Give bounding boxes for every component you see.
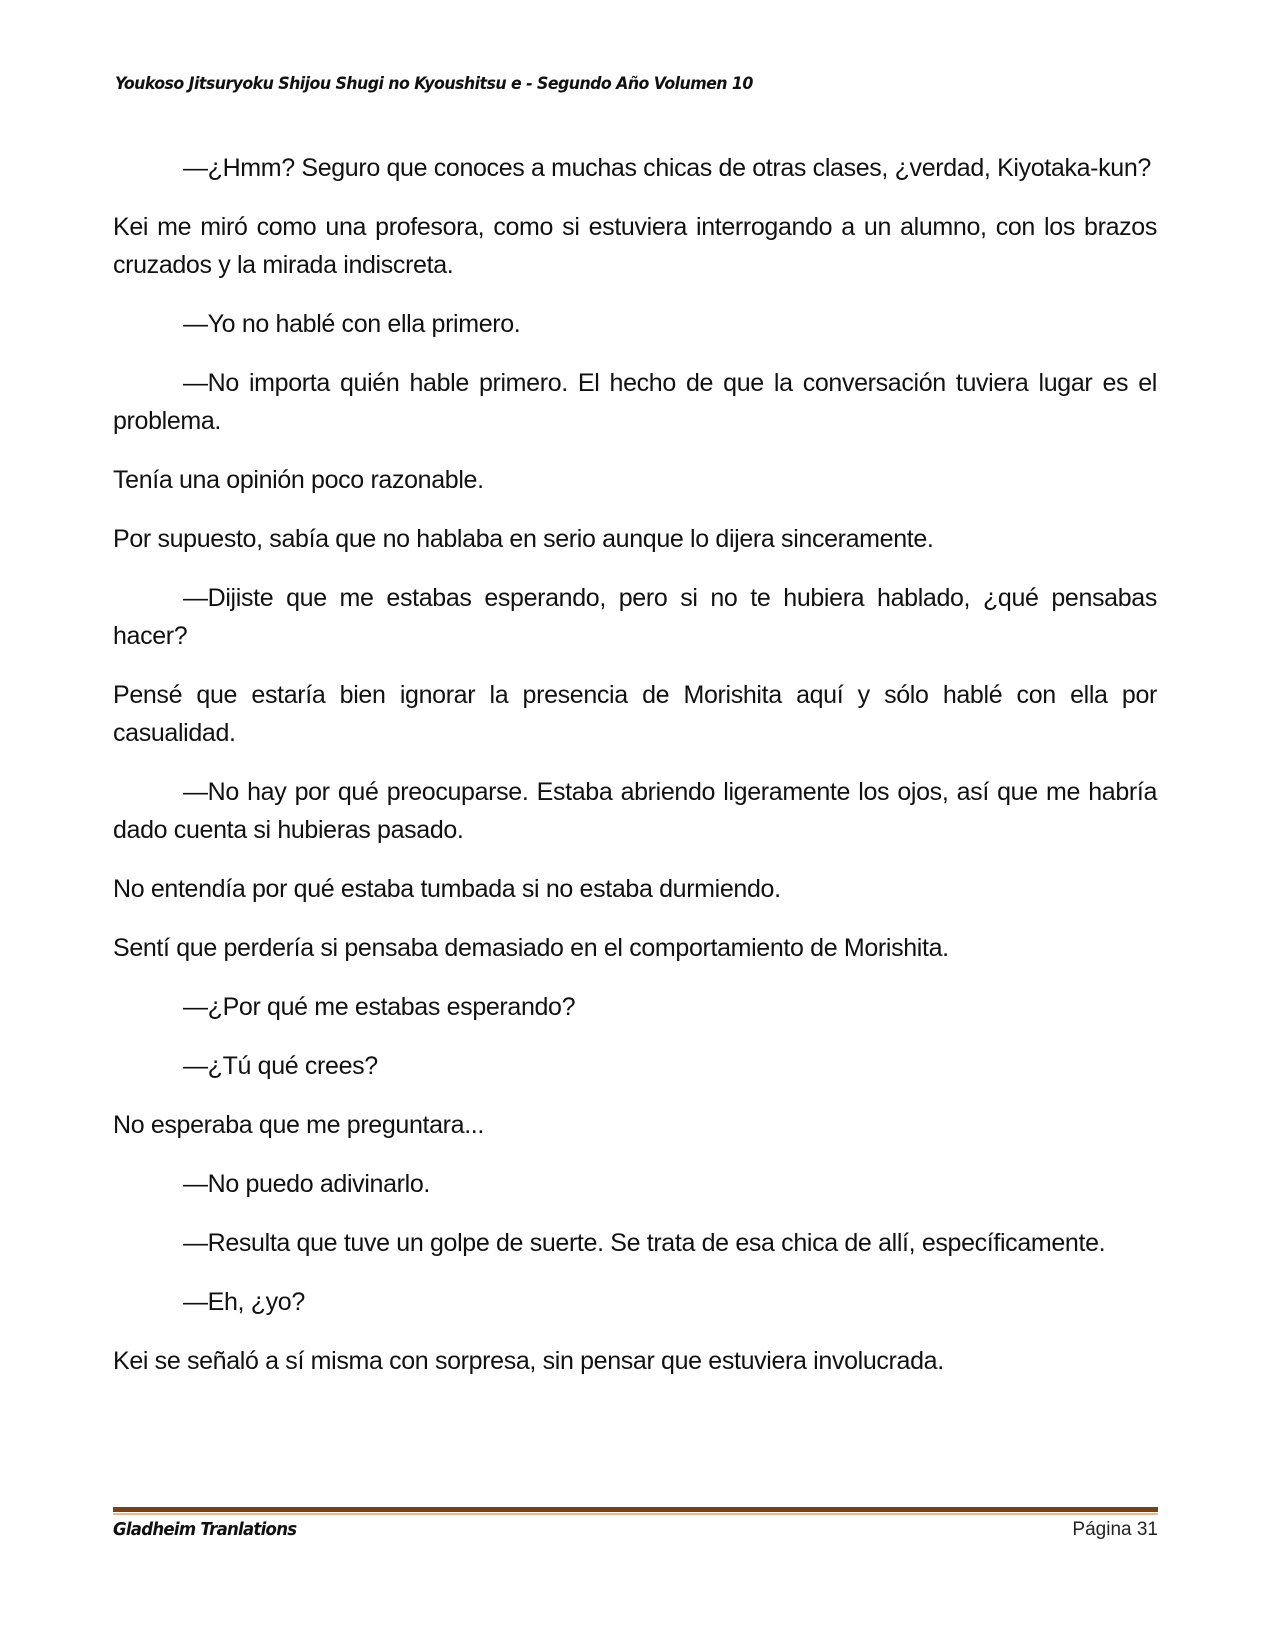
- footer-rule-thin: [113, 1513, 1158, 1515]
- dialog-paragraph: —¿Por qué me estabas esperando?: [183, 993, 576, 1021]
- running-header: Youkoso Jitsuryoku Shijou Shugi no Kyoushitsu e - Segundo Año Volumen 10: [115, 74, 753, 94]
- body-text: [113, 149, 1157, 1401]
- dialog-paragraph: —¿Hmm? Seguro que conoces a muchas chicas de otras clases, ¿verdad, Kiyotaka-kun?: [183, 154, 1151, 182]
- dialog-paragraph: —Dijiste que me estabas esperando, pero si no te hubiera hablado, ¿qué pensabas hacer?: [113, 584, 1157, 650]
- footer-rule: [113, 1507, 1158, 1516]
- footer-credit: Gladheim Tranlations: [113, 1519, 297, 1540]
- footer-rule-thick: [113, 1507, 1158, 1512]
- page-number: Página 31: [1072, 1519, 1158, 1540]
- dialog-paragraph: —No hay por qué preocuparse. Estaba abriendo ligeramente los ojos, así que me habría dado cuenta si hubieras pasado.: [113, 778, 1157, 844]
- narration-paragraph: No esperaba que me preguntara...: [113, 1111, 484, 1139]
- narration-paragraph: Kei se señaló a sí misma con sorpresa, sin pensar que estuviera involucrada.: [113, 1347, 944, 1375]
- narration-paragraph: Tenía una opinión poco razonable.: [113, 466, 484, 494]
- narration-paragraph: Sentí que perdería si pensaba demasiado en el comportamiento de Morishita.: [113, 934, 949, 962]
- dialog-paragraph: —Eh, ¿yo?: [183, 1288, 305, 1316]
- dialog-paragraph: —¿Tú qué crees?: [183, 1052, 378, 1080]
- dialog-paragraph: —Yo no hablé con ella primero.: [183, 310, 521, 338]
- dialog-paragraph: —No puedo adivinarlo.: [183, 1170, 430, 1198]
- narration-paragraph: Pensé que estaría bien ignorar la presencia de Morishita aquí y sólo hablé con ella por casualidad.: [113, 681, 1157, 747]
- narration-paragraph: Kei me miró como una profesora, como si estuviera interrogando a un alumno, con los brazos cruzados y la mirada indiscreta.: [113, 213, 1157, 279]
- narration-paragraph: Por supuesto, sabía que no hablaba en serio aunque lo dijera sinceramente.: [113, 525, 934, 553]
- narration-paragraph: No entendía por qué estaba tumbada si no estaba durmiendo.: [113, 875, 781, 903]
- dialog-paragraph: —Resulta que tuve un golpe de suerte. Se trata de esa chica de allí, específicamente.: [183, 1229, 1106, 1257]
- dialog-paragraph: —No importa quién hable primero. El hecho de que la conversación tuviera lugar es el problema.: [113, 369, 1157, 435]
